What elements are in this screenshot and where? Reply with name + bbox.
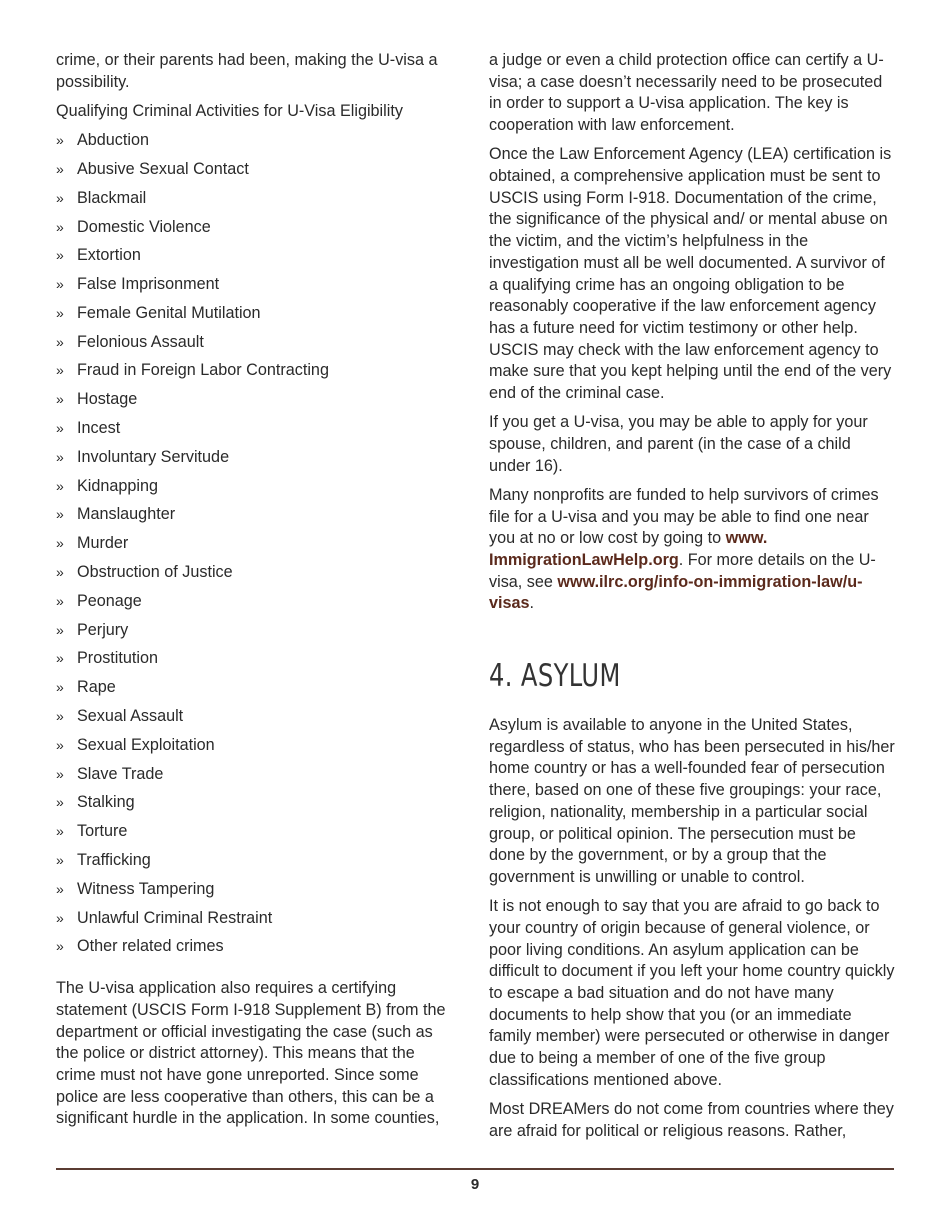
bullet-icon: » [56, 391, 64, 408]
left-column [56, 50, 448, 1138]
crime-label: Torture [77, 822, 128, 841]
footer-rule [56, 1168, 894, 1170]
bullet-icon: » [56, 794, 64, 811]
crime-list-item [56, 908, 448, 937]
crime-list-item [56, 764, 448, 793]
crime-list-item [56, 562, 448, 591]
crime-list-item [56, 360, 448, 389]
crime-list-item [56, 476, 448, 505]
crime-list-item [56, 706, 448, 735]
bullet-icon: » [56, 909, 64, 926]
bullet-icon: » [56, 823, 64, 840]
crime-list-item [56, 504, 448, 533]
bullet-icon: » [56, 880, 64, 897]
crime-label: False Imprisonment [77, 275, 220, 294]
crime-label: Abusive Sexual Contact [77, 159, 249, 178]
bullet-icon: » [56, 938, 64, 955]
crime-label: Hostage [77, 390, 138, 409]
crime-label: Domestic Violence [77, 217, 211, 236]
bullet-icon: » [56, 765, 64, 782]
crime-label: Kidnapping [77, 476, 159, 495]
certification-paragraph: The U-visa application also requires a certifying statement (USCIS Form I-918 Supplement B) from the department or official investigating the case (such as the police or district attorney). This means that the crime must not have gone unreported. Since some police are less cooperative than others, this can be a significant hurdle in the application. In some counties, [56, 979, 446, 1128]
crime-list-item [56, 879, 448, 908]
bullet-icon: » [56, 362, 64, 379]
crime-label: Prostitution [77, 649, 158, 668]
crime-label: Sexual Assault [77, 707, 184, 726]
crime-label: Female Genital Mutilation [77, 303, 261, 322]
bullet-icon: » [56, 535, 64, 552]
bullet-icon: » [56, 621, 64, 638]
bullet-icon: » [56, 736, 64, 753]
crime-label: Unlawful Criminal Restraint [77, 908, 273, 927]
crime-label: Manslaughter [77, 505, 176, 524]
lea-certification-paragraph: Once the Law Enforcement Agency (LEA) certification is obtained, a comprehensive application must be sent to USCIS using Form I-918. Documentation of the crime, the significance of the physical and/ or mental abuse on the victim, and the victim’s helpfulness in the investigation must all be well documented. A survivor of a qualifying crime has an ongoing obligation to be reasonably cooperative if the law enforcement agency has a future need for victim testimony or other help. USCIS may check with the law enforcement agency to make sure that you kept helping until the end of the very end of the criminal case. [489, 145, 892, 403]
bullet-icon: » [56, 477, 64, 494]
crime-list-item [56, 274, 448, 303]
crime-list-item [56, 245, 448, 274]
crime-list-item [56, 130, 448, 159]
crime-label: Obstruction of Justice [77, 563, 233, 582]
crime-label: Rape [77, 678, 116, 697]
crime-list [56, 130, 448, 965]
crime-list-item [56, 389, 448, 418]
crime-list-item [56, 303, 448, 332]
page-number: 9 [470, 1176, 480, 1193]
crime-label: Involuntary Servitude [77, 447, 230, 466]
crime-label: Trafficking [77, 851, 151, 870]
bullet-icon: » [56, 708, 64, 725]
crime-list-item [56, 648, 448, 677]
crime-list-item [56, 792, 448, 821]
crime-list-heading: Qualifying Criminal Activities for U-Visa Eligibility [56, 101, 403, 120]
judge-certify-paragraph: a judge or even a child protection office can certify a U-visa; a case doesn’t necessarily need to be prosecuted in order to support a U-visa application. The key is cooperation with law enforcement. [489, 51, 884, 135]
bullet-icon: » [56, 160, 64, 177]
crime-label: Felonious Assault [77, 332, 204, 351]
bullet-icon: » [56, 247, 64, 264]
crime-label: Fraud in Foreign Labor Contracting [77, 361, 329, 380]
bullet-icon: » [56, 592, 64, 609]
crime-label: Abduction [77, 131, 149, 150]
bullet-icon: » [56, 132, 64, 149]
crime-list-item [56, 620, 448, 649]
crime-label: Murder [77, 534, 129, 553]
crime-list-item [56, 447, 448, 476]
crime-list-item [56, 936, 448, 965]
crime-label: Blackmail [77, 188, 147, 207]
crime-label: Perjury [77, 620, 129, 639]
crime-label: Peonage [77, 591, 142, 610]
asylum-definition-paragraph: Asylum is available to anyone in the United States, regardless of status, who has been persecuted in his/her home country or has a well-founded fear of persecution there, based on one of these five groupings: your race, religion, nationality, membership in a particular social group, or political opinion. The persecution must be done by the government, or by a group that the government is unwilling or unable to control. [489, 716, 895, 886]
bullet-icon: » [56, 679, 64, 696]
crime-list-item [56, 418, 448, 447]
crime-list-item [56, 821, 448, 850]
crime-list-item [56, 159, 448, 188]
crime-label: Extortion [77, 246, 141, 265]
crime-list-item [56, 735, 448, 764]
asylum-documentation-paragraph: It is not enough to say that you are afraid to go back to your country of origin because of general violence, or poor living conditions. An asylum application can be difficult to document if you left your home country quickly to escape a bad situation and do not have many documents to help show that you (or an immediate family member) were persecuted or otherwise in danger due to being a member of one of the five group classifications mentioned above. [489, 897, 895, 1089]
crime-list-item [56, 217, 448, 246]
family-paragraph: If you get a U-visa, you may be able to apply for your spouse, children, and parent (in the case of a child under 16). [489, 413, 868, 475]
crime-list-item [56, 677, 448, 706]
crime-label: Slave Trade [77, 764, 164, 783]
crime-list-item [56, 591, 448, 620]
bullet-icon: » [56, 564, 64, 581]
crime-list-item [56, 188, 448, 217]
bullet-icon: » [56, 420, 64, 437]
crime-label: Sexual Exploitation [77, 735, 215, 754]
dreamers-paragraph: Most DREAMers do not come from countries where they are afraid for political or religious reasons. Rather, [489, 1100, 894, 1140]
immigration-law-help-link[interactable]: www. ImmigrationLawHelp.org [489, 529, 768, 569]
crime-label: Other related crimes [77, 937, 224, 956]
bullet-icon: » [56, 448, 64, 465]
crime-label: Incest [77, 419, 121, 438]
crime-label: Witness Tampering [77, 879, 215, 898]
bullet-icon: » [56, 852, 64, 869]
right-column [489, 50, 896, 1150]
bullet-icon: » [56, 304, 64, 321]
bullet-icon: » [56, 189, 64, 206]
bullet-icon: » [56, 650, 64, 667]
bullet-icon: » [56, 333, 64, 350]
crime-list-item [56, 332, 448, 361]
crime-list-item [56, 850, 448, 879]
intro-paragraph: crime, or their parents had been, making the U-visa a possibility. [56, 51, 438, 91]
bullet-icon: » [56, 218, 64, 235]
crime-label: Stalking [77, 793, 135, 812]
crime-list-item [56, 533, 448, 562]
bullet-icon: » [56, 506, 64, 523]
ilrc-link[interactable]: www.ilrc.org/info-on-immigration-law/u-visas [489, 572, 863, 613]
bullet-icon: » [56, 276, 64, 293]
asylum-heading: 4. ASYLUM [489, 658, 621, 695]
nonprofits-paragraph: Many nonprofits are funded to help survivors of crimes file for a U-visa and you may be able to find one near you at no or low cost by going to www. ImmigrationLawHelp.org. For more details on the U-visa, see www.ilrc.org/info-on-immigration-law/u-visas. [489, 485, 879, 613]
